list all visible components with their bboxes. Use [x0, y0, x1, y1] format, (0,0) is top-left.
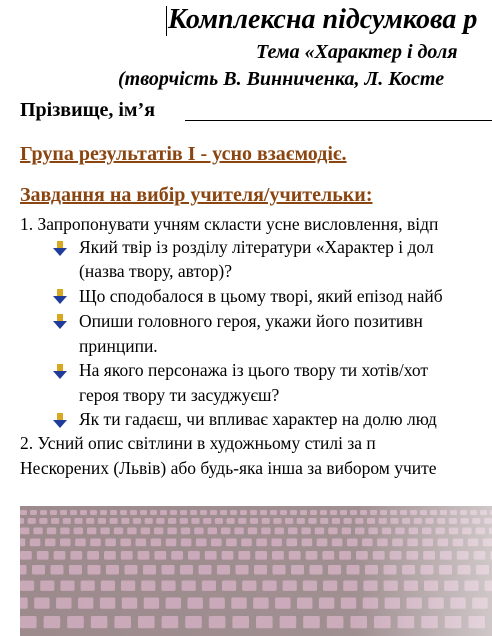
down-arrow-bullet-icon — [52, 241, 68, 257]
bullet-3-line-2: принципи. — [79, 336, 158, 356]
task1-intro: 1. Запропонувати учням скласти усне висловлення, відп — [20, 214, 439, 234]
bullet-4-line-2: героя твору ти засуджуєш? — [79, 385, 280, 405]
task2-line-1: 2. Усний опис світлини в художньому стилі за п — [20, 433, 376, 453]
task2-line-2: Нескорених (Львів) або будь-яка інша за вибором учите — [20, 458, 437, 478]
bullet-3-line-1: Опиши головного героя, укажи його позитивн — [79, 311, 423, 331]
document-title: Комплексна підсумкова р — [168, 4, 478, 35]
name-field-blank[interactable] — [185, 120, 492, 121]
document-topic: Тема «Характер і доля — [256, 41, 458, 63]
section-tasks-heading: Завдання на вибір учителя/учительки: — [20, 184, 373, 206]
text-cursor — [166, 6, 167, 36]
stadium-seats-photo — [20, 506, 492, 636]
name-field-label: Прізвище, ім’я — [20, 99, 156, 121]
bullet-2-line-1: Що сподобалося в цьому творі, який епізод найб — [79, 286, 443, 306]
bullet-1-line-1: Який твір із розділу літератури «Характер і дол — [79, 237, 434, 257]
down-arrow-bullet-icon — [52, 413, 68, 429]
bullet-5-line-1: Як ти гадаєш, чи впливає характер на долю люд — [79, 409, 437, 429]
document-authors: (творчість В. Винниченка, Л. Косте — [118, 68, 445, 90]
bullet-1-line-2: (назва твору, автор)? — [79, 261, 232, 281]
down-arrow-bullet-icon — [52, 364, 68, 380]
section-results-heading: Група результатів І - усно взаємодіє. — [20, 143, 347, 165]
down-arrow-bullet-icon — [52, 289, 68, 305]
bullet-4-line-1: На якого персонажа із цього твору ти хотів/хот — [79, 360, 429, 380]
down-arrow-bullet-icon — [52, 314, 68, 330]
